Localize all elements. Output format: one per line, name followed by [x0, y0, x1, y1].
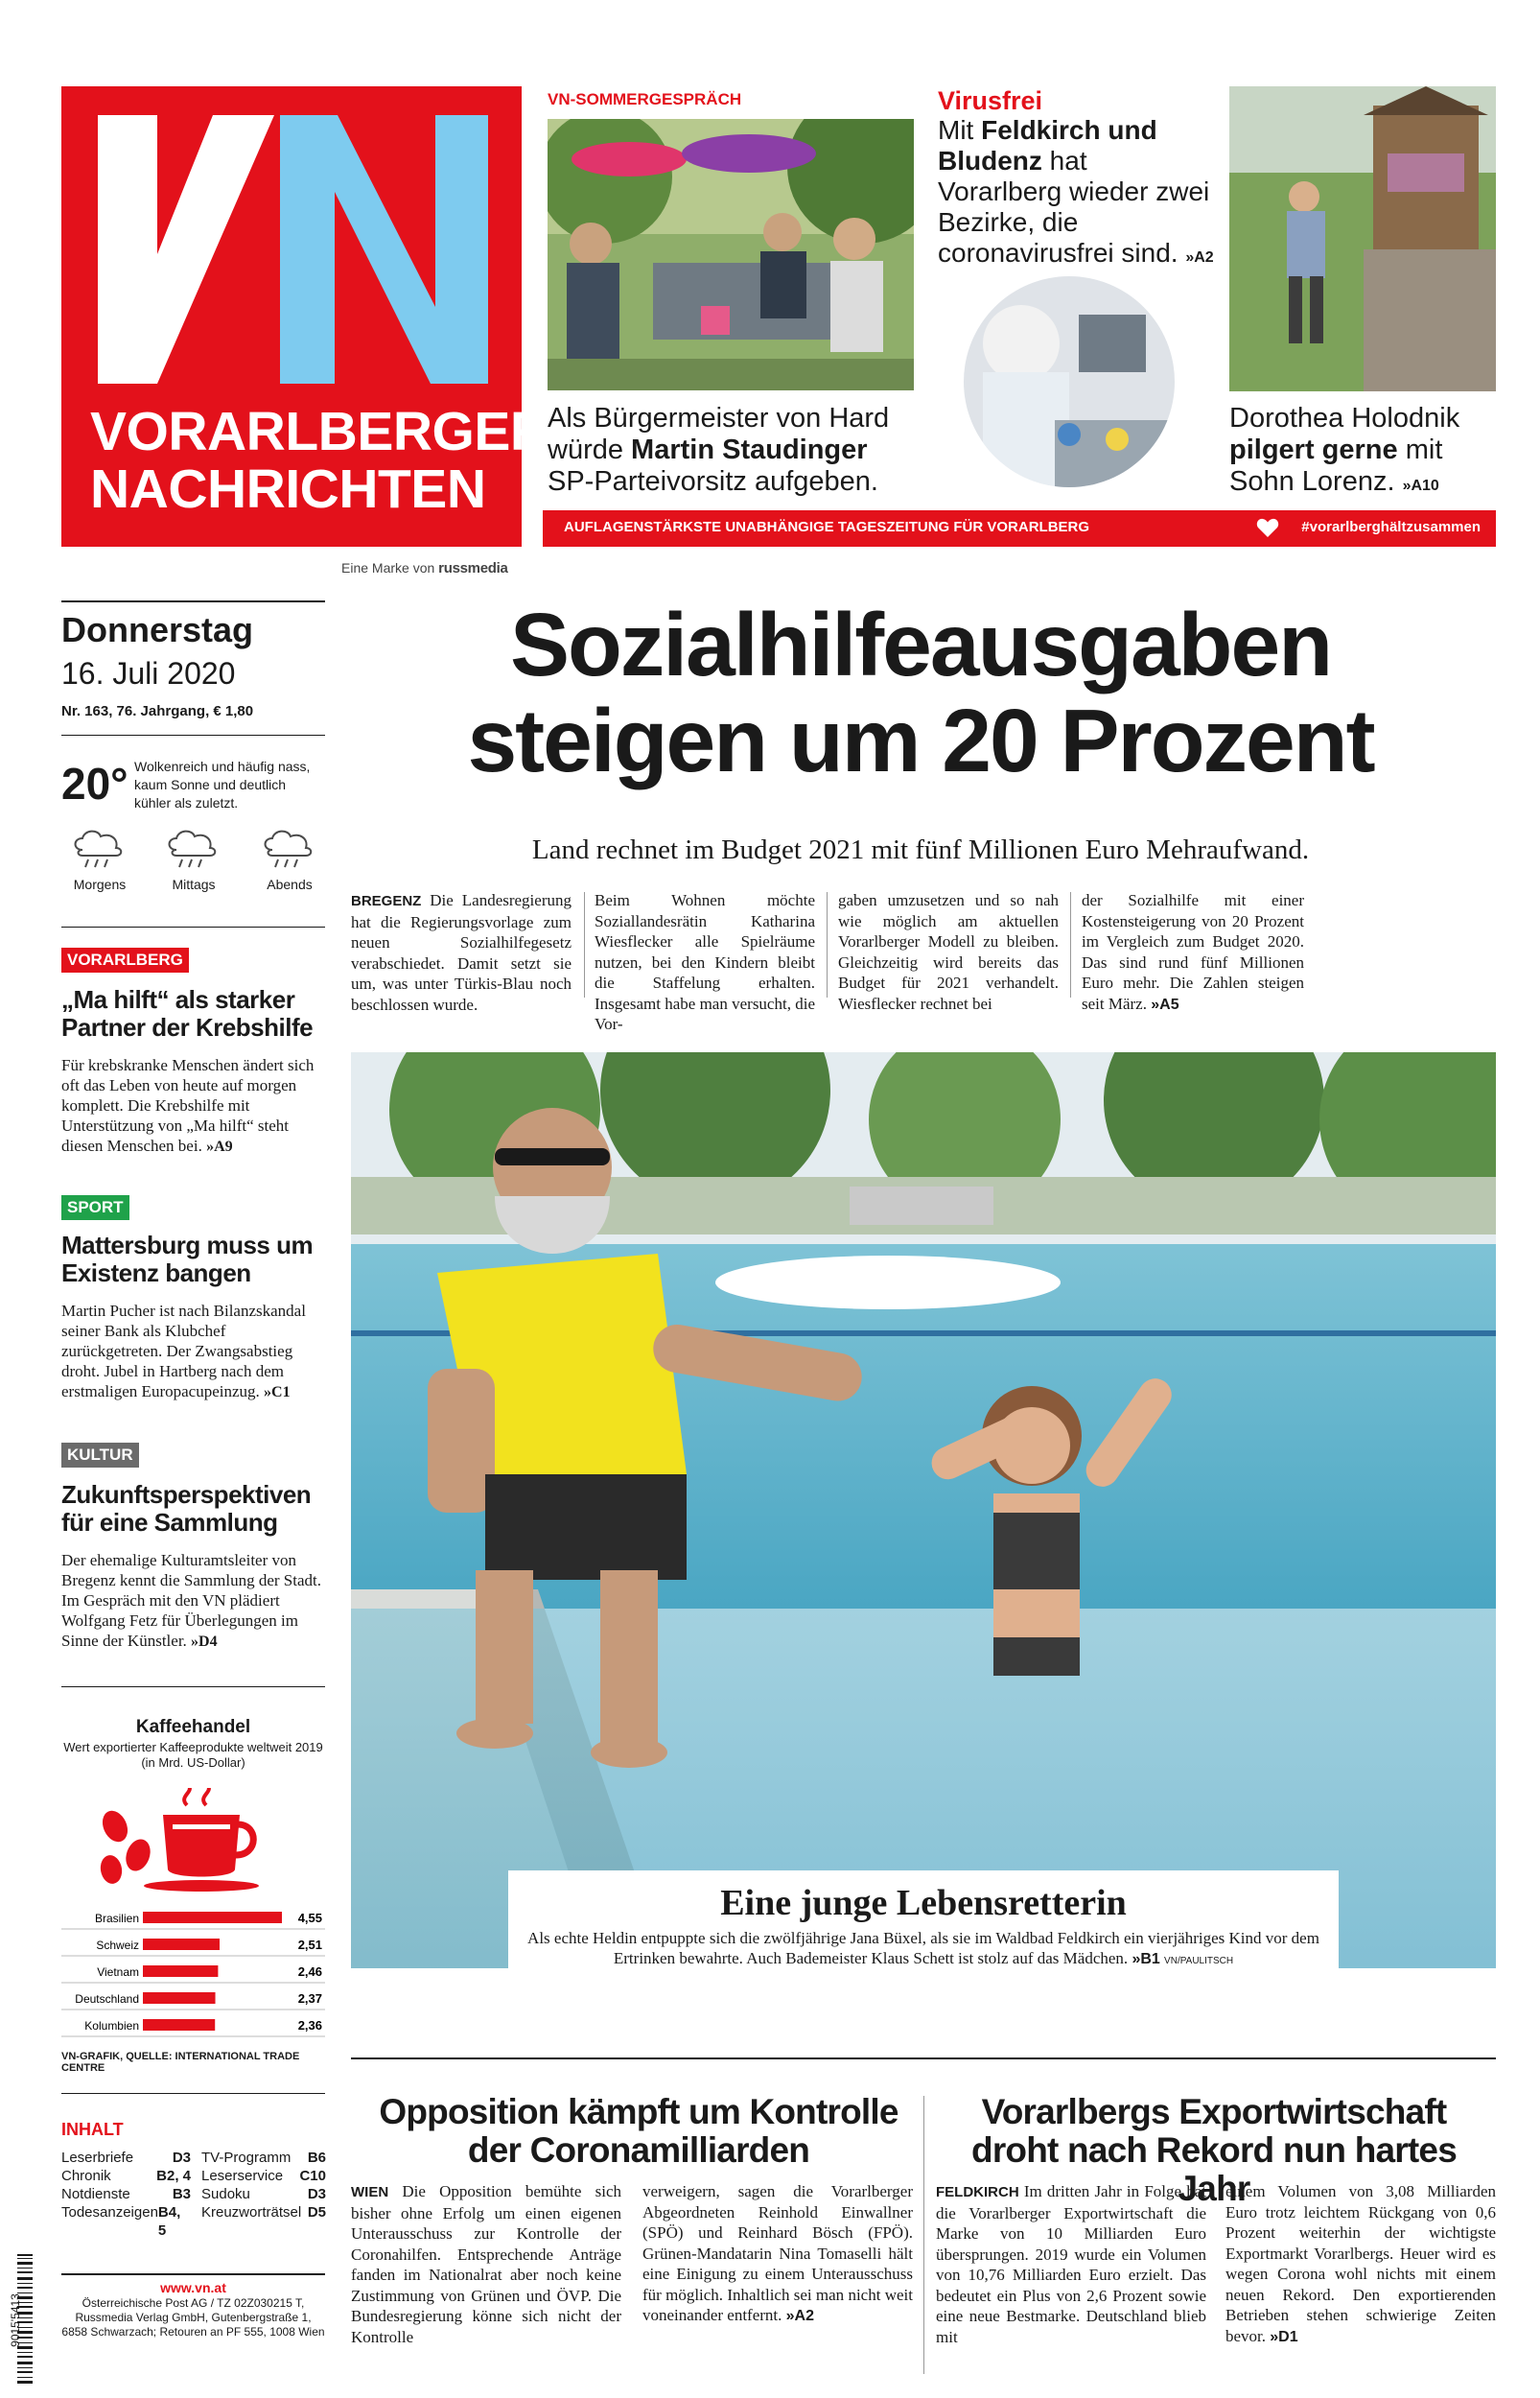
date-full: 16. Juli 2020: [61, 656, 236, 691]
contents-item[interactable]: Leserservice C10: [201, 2168, 326, 2184]
brand-line: [341, 560, 508, 576]
chart-bar: [143, 1965, 218, 1977]
chart-bar: [143, 2019, 215, 2031]
teaser1-label: VN-SOMMERGESPRÄCH: [548, 90, 742, 108]
contents-item[interactable]: Sudoku D3: [201, 2186, 326, 2202]
chart-value-label: 2,37: [297, 1991, 322, 2006]
vn-logo-mark: [61, 86, 522, 403]
masthead-name-line2: NACHRICHTEN: [90, 458, 486, 520]
caption-text: Als echte Heldin entpuppte sich die zwölfjährige Jana Büxel, als sie im Waldbad Feldkirch ein vierjähriges Kind vor dem Ertrinken bewahrte. Auch Bademeister Klaus Schett ist stolz auf das Mädchen. »B1 VN/PAULITSCH: [527, 1929, 1319, 1967]
divider: [61, 2093, 325, 2094]
date-weekday: Donnerstag: [61, 610, 254, 649]
weather-text: Wolkenreich und häufig nass, kaum Sonne und deutlich kühler als zuletzt.: [134, 759, 311, 811]
teaser2-ref: »A2: [1185, 249, 1214, 266]
story-headline[interactable]: Zukunftsperspektiven für eine Sammlung: [61, 1480, 312, 1537]
divider: [61, 927, 325, 928]
teaser2-label: Virusfrei: [938, 86, 1043, 115]
teaser1-text[interactable]: Als Bürgermeister von Hard würde Martin Staudinger SP-Parteivorsitz aufgeben.: [548, 403, 914, 533]
contents-item[interactable]: TV-Programm B6: [201, 2150, 326, 2166]
lead-column-3: gaben umzusetzen und so nah wie möglich am aktuellen Vorarlberger Modell zu bleiben. Gleichzeitig wird bereits das Budget für 2021 verhandelt. Wiesflecker rechnet bei: [838, 891, 1059, 1013]
coffee-cup-icon: [96, 1788, 259, 1893]
contents-right: [201, 2149, 326, 2222]
divider: [61, 600, 325, 602]
lead-dateline: BREGENZ: [351, 893, 422, 909]
masthead-name-line1: VORARLBERGER: [90, 401, 549, 462]
section-tag-kultur[interactable]: KULTUR: [61, 1443, 139, 1468]
barcode-digits: 9015'5413: [9, 2293, 22, 2347]
chart-category-label: Schweiz: [96, 1939, 139, 1952]
contents-item[interactable]: Chronik B2, 4: [61, 2168, 191, 2184]
story-body: Für krebskranke Menschen ändert sich oft das Leben von heute auf morgen komplett. Die Krebshilfe mit Unterstützung von „Ma hilft“ steht diesen Menschen bei. »A9: [61, 1056, 315, 1155]
caption-title[interactable]: Eine junge Lebensretterin: [720, 1883, 1127, 1923]
brand-name: russmedia: [438, 560, 508, 576]
photo-caption: [508, 1870, 1339, 1976]
tagline-bar: [543, 510, 1496, 547]
rain-cloud-icon: [165, 827, 222, 869]
chart-source: VN-GRAFIK, QUELLE: INTERNATIONAL TRADE CENTRE: [61, 2051, 300, 2074]
contents-item[interactable]: Leserbriefe D3: [61, 2150, 191, 2166]
lead-photo[interactable]: [351, 1052, 1496, 1968]
lead-column-1: BREGENZ Die Landesregierung hat die Regierungsvorlage zum neuen Sozialhilfegesetz verabschiedet. Damit setzt sie um, was unter Türkis-Blau noch beschlossen wurde.: [351, 891, 572, 1014]
lead-column-2: Beim Wohnen möchte Soziallandesrätin Katharina Wiesflecker alle Spielräume nutzen, bei den Kindern bleibt die Staffelung erhalten. Insgesamt habe man versucht, die Vor-: [595, 891, 815, 1033]
barcode: [4, 2254, 35, 2388]
chart-subtitle: Wert exportierter Kaffeeprodukte weltweit 2019 (in Mrd. US-Dollar): [63, 1740, 323, 1770]
story-export-col1: FELDKIRCH Im dritten Jahr in Folge hat die Vorarlberger Exportwirtschaft die Marke von 10 Milliarden Euro übersprungen. 2019 wurde ein Volumen von 10,76 Milliarden Euro erzielt. Das bedeutet ein Plus von 2,6 Prozent sowie eine neue Bestmarke. Deutschland blieb mit: [936, 2182, 1206, 2346]
contents-item[interactable]: Kreuzworträtsel D5: [201, 2204, 326, 2221]
chart-value-label: 2,46: [297, 1964, 322, 1979]
chart-bar: [143, 1939, 220, 1950]
weather-slot-noon: Mittags: [155, 827, 232, 892]
rain-cloud-icon: [261, 827, 318, 869]
rain-cloud-icon: [71, 827, 128, 869]
teaser3-ref: »A10: [1402, 478, 1439, 494]
weather-temp: 20°: [61, 759, 128, 809]
masthead-name: [90, 403, 549, 518]
vn-logo[interactable]: [61, 86, 549, 547]
chart-category-label: Deutschland: [75, 1992, 139, 2006]
divider: [61, 735, 325, 736]
chart-category-label: Kolumbien: [84, 2019, 139, 2033]
lead-headline[interactable]: Sozialhilfeausgaben steigen um 20 Prozent: [467, 595, 1374, 790]
story-headline[interactable]: „Ma hilft“ als starker Partner der Krebshilfe: [61, 985, 314, 1042]
column-divider: [1070, 892, 1071, 998]
column-divider: [923, 2096, 924, 2374]
section-tag-vorarlberg[interactable]: VORARLBERG: [61, 948, 189, 973]
tagline-text: AUFLAGENSTÄRKSTE UNABHÄNGIGE TAGESZEITUNG FÜR VORARLBERG: [564, 519, 1090, 535]
contents-title: INHALT: [61, 2120, 124, 2139]
contents-item[interactable]: Notdienste B3: [61, 2186, 191, 2202]
chart-bar: [143, 1992, 216, 2004]
chart-value-label: 2,36: [297, 2018, 322, 2033]
contents-left: [61, 2149, 191, 2240]
story-body: Martin Pucher ist nach Bilanzskandal seiner Bank als Klubchef zurückgetreten. Der Zwangsabstieg droht. Jubel in Hartberg nach dem erstmaligen Europacupeinzug. »C1: [61, 1302, 306, 1400]
website-link[interactable]: www.vn.at: [160, 2280, 226, 2295]
brand-prefix: Eine Marke von: [341, 560, 435, 576]
lead-column-4: der Sozialhilfe mit einer Kostensteigerung von 20 Prozent im Vergleich zum Budget 2020. Das sind rund fünf Millionen Euro mehr. Die Zahlen steigen seit März. »A5: [1082, 891, 1304, 1013]
chart-title: Kaffeehandel: [135, 1717, 251, 1737]
story-headline[interactable]: Mattersburg muss um Existenz bangen: [61, 1231, 314, 1287]
imprint: www.vn.at Österreichische Post AG / TZ 02Z030215 T, Russmedia Verlag GmbH, Gutenbergstraße 1, 6858 Schwarzach; Retouren an PF 555, 1008 Wien: [61, 2273, 325, 2360]
photo-credit: VN/PAULITSCH: [1164, 1956, 1234, 1966]
teaser2-text[interactable]: Mit Feldkirch und Bludenz hat Vorarlberg wieder zwei Bezirke, die coronavirusfrei sind. »A2: [938, 115, 1214, 268]
story-headline-export[interactable]: Vorarlbergs Exportwirtschaft droht nach Rekord nun hartes Jahr: [971, 2092, 1457, 2208]
chart-value-label: 2,51: [297, 1938, 322, 1952]
column-divider: [584, 892, 585, 998]
teaser3-photo[interactable]: [1229, 86, 1496, 391]
heart-icon: [1256, 517, 1279, 538]
weather-slot-morning: Morgens: [61, 827, 138, 892]
lead-subhead: Land rechnet im Budget 2021 mit fünf Millionen Euro Mehraufwand.: [531, 835, 1310, 865]
story-export-col2: einem Volumen von 3,08 Milliarden Euro trotz leichtem Rückgang von 0,6 Prozent weiterhin der wichtigste Exportmarkt Vorarlbergs. Heuer wird es wegen Corona wohl nichts mit einem neuen Rekord. Den exportierenden Betrieben stehen schwierige Zeiten bevor. »D1: [1225, 2182, 1496, 2345]
hashtag[interactable]: #vorarlberghältzusammen: [1301, 519, 1481, 535]
column-divider: [827, 892, 828, 998]
chart-category-label: Vietnam: [97, 1965, 139, 1979]
divider: [351, 2057, 1496, 2059]
weather-slot-evening: Abends: [251, 827, 328, 892]
issue-info: Nr. 163, 76. Jahrgang, € 1,80: [61, 703, 254, 719]
teaser1-photo[interactable]: [548, 119, 914, 390]
story-opposition-col1: WIEN Die Opposition bemühte sich bisher ohne Erfolg um einen eigenen Unterausschuss zur Kontrolle der Coronahilfen. Entsprechende Anträge fanden im Nationalrat aber noch keine Zustimmung von Grünen und ÖVP. Die Bundesregierung könne sich nicht der Kontrolle: [351, 2182, 621, 2346]
section-tag-sport[interactable]: SPORT: [61, 1195, 129, 1220]
contents-item[interactable]: Todesanzeigen B4, 5: [61, 2204, 181, 2239]
teaser2-lab-photo[interactable]: [964, 276, 1175, 487]
chart-value-label: 4,55: [297, 1911, 322, 1925]
chart-bar: [143, 1912, 282, 1923]
coffee-export-chart: [61, 1904, 325, 2043]
teaser3-text[interactable]: Dorothea Holodnik pilgert gerne mit Sohn Lorenz. »A10: [1229, 403, 1460, 497]
story-body: Der ehemalige Kulturamtsleiter von Bregenz kennt die Sammlung der Stadt. Im Gespräch mit den VN plädiert Wolfgang Fetz für Überlegungen im Sinne der Künstler. »D4: [61, 1551, 321, 1650]
divider: [61, 1686, 325, 1687]
story-headline-opposition[interactable]: Opposition kämpft um Kontrolle der Coronamilliarden: [379, 2092, 898, 2170]
chart-category-label: Brasilien: [94, 1912, 139, 1925]
story-opposition-col2: verweigern, sagen die Vorarlberger Abgeordneten Reinhold Einwallner (SPÖ) und Reinhard Bösch (FPÖ). Grünen-Mandatarin Nina Tomaselli hält eine Einigung zu einem Unterausschuss für möglich. Inhaltlich sei man nicht weit voneinander entfernt. »A2: [642, 2182, 913, 2324]
